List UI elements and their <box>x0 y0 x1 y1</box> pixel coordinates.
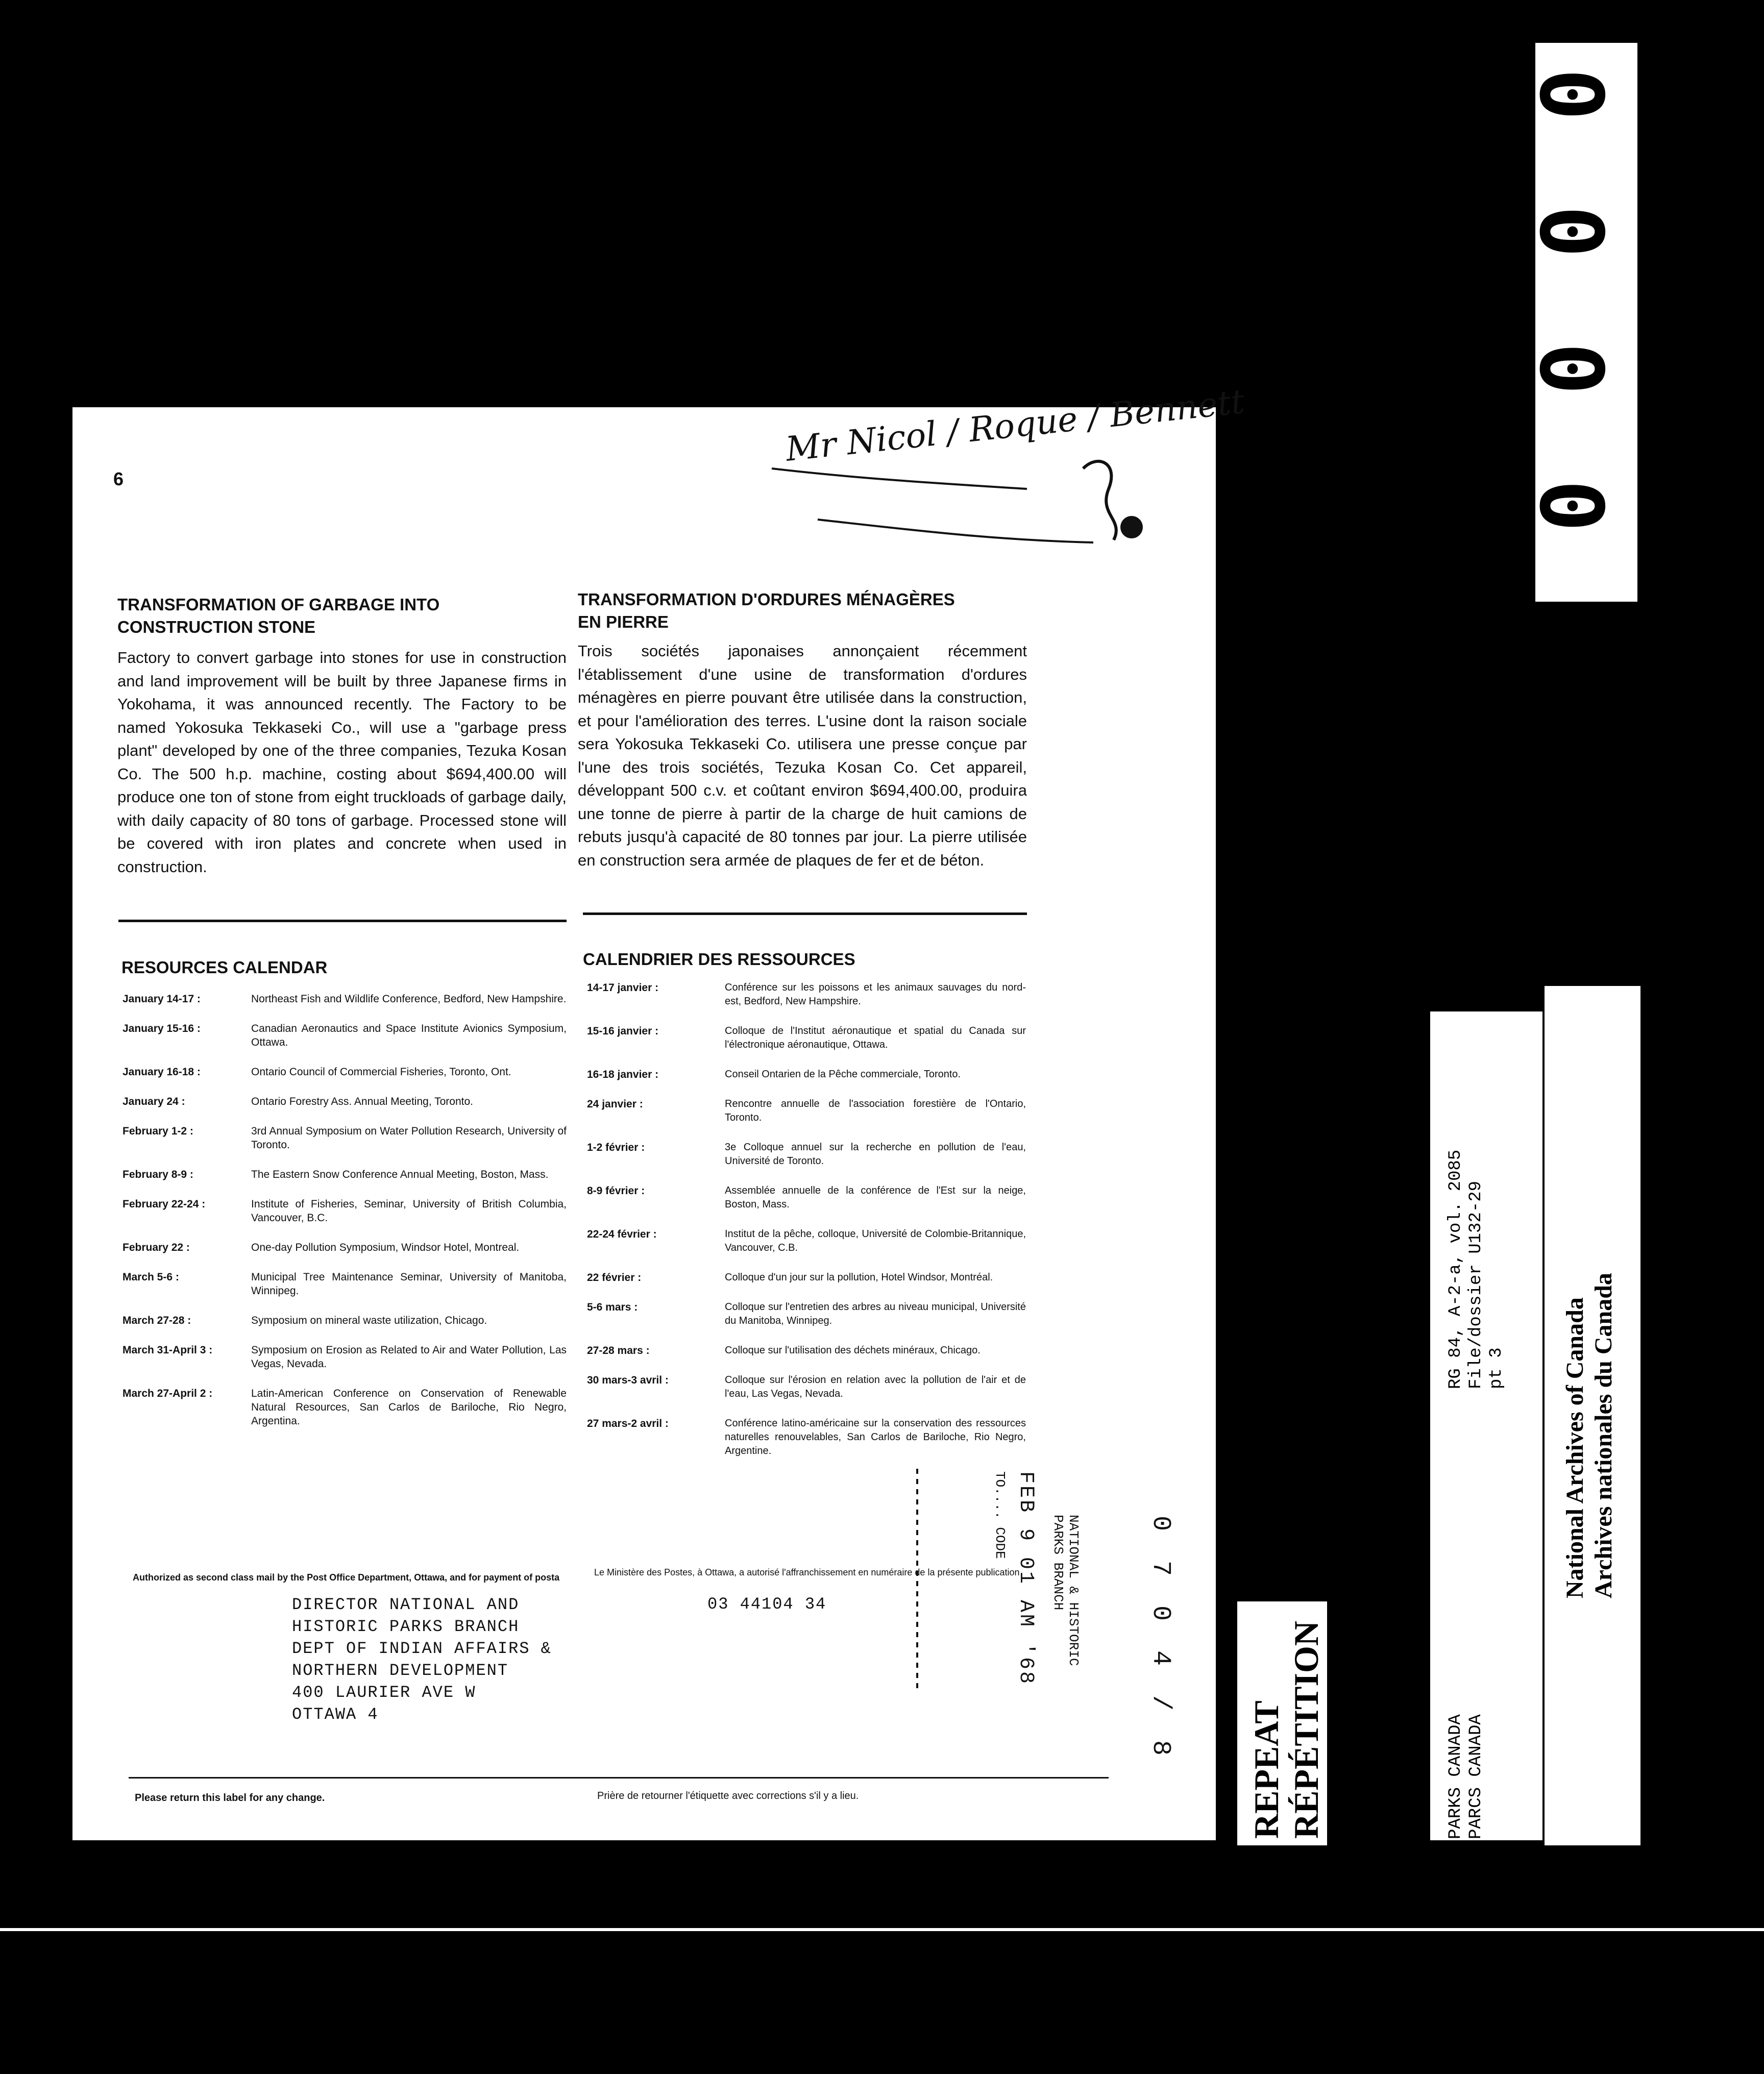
calendar-event <box>587 1271 1026 1285</box>
event-date: 8-9 février : <box>587 1185 645 1197</box>
event-date: January 14-17 : <box>122 993 201 1005</box>
address-line: OTTAWA 4 <box>292 1705 379 1724</box>
dashed-line <box>910 1469 925 1693</box>
handwriting-text: Mr Nicol / Roque / Bennett <box>783 381 1246 469</box>
event-date: 27 mars-2 avril : <box>587 1418 669 1429</box>
address-line: DIRECTOR NATIONAL AND <box>292 1595 520 1614</box>
film-edge-line <box>0 1928 1764 1931</box>
event-date: 22-24 février : <box>587 1228 657 1240</box>
event-date: 30 mars-3 avril : <box>587 1374 669 1386</box>
calendar-event <box>122 1168 567 1181</box>
event-description: Northeast Fish and Wildlife Conference, Bedford, New Hampshire. <box>251 993 567 1005</box>
file-number-stamp: 0 7 0 4 / 8 <box>1146 1516 1175 1763</box>
event-date: March 27-April 2 : <box>122 1388 213 1399</box>
event-description: Institut de la pêche, colloque, Université de Colombie-Britannique, Vancouver, C.B. <box>725 1228 1026 1253</box>
received-stamp: FEB 9 01 AM '68 <box>1014 1471 1037 1686</box>
calendar-title-en: RESOURCES CALENDAR <box>121 958 328 977</box>
event-date: March 5-6 : <box>122 1271 179 1283</box>
calendar-list-en <box>122 992 567 1444</box>
address-line: NORTHERN DEVELOPMENT <box>292 1661 509 1680</box>
event-description: Conférence sur les poissons et les animaux sauvages du nord-est, Bedford, New Hampshire. <box>725 982 1026 1007</box>
calendar-event <box>587 1184 1026 1212</box>
archive-reference: RG 84, A-2-a, vol. 2085 File/dossier U132-29 pt 3 <box>1446 1149 1506 1389</box>
mailing-address <box>292 1594 552 1725</box>
authorized-notice-en: Authorized as second class mail by the Post Office Department, Ottawa, and for payment of posta <box>133 1572 560 1583</box>
event-date: February 22-24 : <box>122 1198 206 1210</box>
address-line: HISTORIC PARKS BRANCH <box>292 1617 520 1636</box>
event-description: Ontario Council of Commercial Fisheries, Toronto, Ont. <box>251 1066 511 1078</box>
calendar-event <box>122 1124 567 1152</box>
calendar-event <box>587 1227 1026 1255</box>
calendar-event <box>587 1373 1026 1401</box>
calendar-event <box>122 1065 567 1079</box>
branch-stamp: NATIONAL & HISTORIC PARKS BRANCH <box>1050 1515 1081 1666</box>
calendar-event <box>587 981 1026 1008</box>
calendar-event <box>122 1197 567 1225</box>
event-description: Colloque d'un jour sur la pollution, Hotel Windsor, Montréal. <box>725 1272 993 1283</box>
event-description: 3rd Annual Symposium on Water Pollution Research, University of Toronto. <box>251 1125 567 1151</box>
calendar-event <box>122 1241 567 1254</box>
calendar-event <box>587 1097 1026 1125</box>
event-date: 1-2 février : <box>587 1142 645 1153</box>
calendar-event <box>587 1417 1026 1458</box>
event-description: Ontario Forestry Ass. Annual Meeting, Toronto. <box>251 1096 474 1107</box>
event-description: Conférence latino-américaine sur la conservation des ressources naturelles renouvelables, San Carlos de Bariloche, Rio Negro, Argentine. <box>725 1418 1026 1456</box>
to-code-stamp: TO.... CODE <box>992 1471 1008 1559</box>
event-description: The Eastern Snow Conference Annual Meeting, Boston, Mass. <box>251 1169 549 1180</box>
calendar-event <box>587 1024 1026 1052</box>
calendar-event <box>587 1141 1026 1168</box>
event-date: February 8-9 : <box>122 1169 193 1180</box>
repeat-text: REPEAT RÉPÉTITION <box>1247 1621 1326 1839</box>
event-description: Colloque sur l'utilisation des déchets minéraux, Chicago. <box>725 1345 981 1356</box>
divider-bottom <box>129 1777 1109 1779</box>
event-date: January 16-18 : <box>122 1066 201 1078</box>
event-description: Symposium on mineral waste utilization, Chicago. <box>251 1315 487 1326</box>
parks-label: PARKS CANADA PARCS CANADA <box>1446 1714 1486 1839</box>
calendar-event <box>122 1387 567 1428</box>
event-description: Rencontre annuelle de l'association forestière de l'Ontario, Toronto. <box>725 1098 1026 1123</box>
event-date: 15-16 janvier : <box>587 1025 659 1037</box>
event-date: February 1-2 : <box>122 1125 193 1137</box>
article-body-fr: Trois sociétés japonaises annonçaient récemment l'établissement d'une usine de transformation d'ordures ménagères en pierre pouvant être utilisée dans la construction, et pour l'amélioration des terres. L'usine dont la raison sociale sera Yokosuka Tekkaseki Co. utilisera une presse conçue par l'une des trois sociétés, Tezuka Kosan Co. Cet appareil, développant 500 c.v. et coûtant environ $694,400.00, produira une tonne de pierre à partir de la charge de huit camions de rebuts jusqu'à capacité de 80 tonnes par jour. La pierre utilisée en construction sera armée de plaques de fer et de béton. <box>578 642 1027 869</box>
article-body-en: Factory to convert garbage into stones for use in construction and land improvement will be built by three Japanese firms in Yokohama, it was announced recently. The Factory to be named Yokosuka Tekkaseki Co., will use a "garbage press plant" developed by one of the three companies, Tezuka Kosan Co. The 500 h.p. machine, costing about $694,400.00 will produce one ton of stone from eight truckloads of garbage daily, with daily capacity of 80 tons of garbage. Processed stone will be covered with iron plates and concrete when used in construction. <box>117 649 567 876</box>
event-description: Symposium on Erosion as Related to Air and Water Pollution, Las Vegas, Nevada. <box>251 1344 567 1370</box>
calendar-event <box>587 1300 1026 1328</box>
calendar-event <box>122 1314 567 1327</box>
calendar-event <box>587 1068 1026 1081</box>
event-description: One-day Pollution Symposium, Windsor Hotel, Montreal. <box>251 1242 520 1253</box>
event-description: Institute of Fisheries, Seminar, University of British Columbia, Vancouver, B.C. <box>251 1198 567 1224</box>
address-line: 400 LAURIER AVE W <box>292 1683 476 1702</box>
handwritten-annotation <box>705 381 1246 555</box>
event-date: 22 février : <box>587 1272 642 1283</box>
event-date: 16-18 janvier : <box>587 1069 659 1080</box>
event-date: 27-28 mars : <box>587 1345 650 1356</box>
calendar-list-fr <box>587 981 1026 1474</box>
event-description: Colloque sur l'entretien des arbres au niveau municipal, Université du Manitoba, Winnipeg. <box>725 1301 1026 1326</box>
return-notice-en: Please return this label for any change. <box>135 1792 325 1804</box>
frame-number-strip <box>1520 41 1639 823</box>
event-date: January 15-16 : <box>122 1023 201 1034</box>
calendar-event <box>122 1095 567 1108</box>
national-archives-label <box>1545 986 1640 1845</box>
event-date: 24 janvier : <box>587 1098 643 1110</box>
divider-fr <box>583 912 1027 915</box>
event-description: Conseil Ontarien de la Pêche commerciale, Toronto. <box>725 1069 961 1080</box>
event-description: Colloque de l'Institut aéronautique et spatial du Canada sur l'électronique aéronautique, Ottawa. <box>725 1025 1026 1050</box>
divider-en <box>118 920 567 922</box>
event-date: February 22 : <box>122 1242 190 1253</box>
event-description: 3e Colloque annuel sur la recherche en pollution de l'eau, Université de Toronto. <box>725 1142 1026 1167</box>
article-title-fr: TRANSFORMATION D'ORDURES MÉNAGÈRES EN PIERRE <box>578 590 955 631</box>
return-notice-fr: Prière de retourner l'étiquette avec corrections s'il y a lieu. <box>597 1790 859 1801</box>
account-number: 03 44104 34 <box>707 1595 827 1614</box>
event-date: March 31-April 3 : <box>122 1344 213 1356</box>
address-line: DEPT OF INDIAN AFFAIRS & <box>292 1639 552 1658</box>
calendar-title-fr: CALENDRIER DES RESSOURCES <box>583 950 855 969</box>
repeat-label <box>1237 1601 1327 1845</box>
event-description: Latin-American Conference on Conservation of Renewable Natural Resources, San Carlos de Bariloche, Rio Negro, Argentina. <box>251 1388 567 1427</box>
archives-name: National Archives of Canada Archives nationales du Canada <box>1561 1273 1617 1598</box>
event-description: Canadian Aeronautics and Space Institute Avionics Symposium, Ottawa. <box>251 1023 567 1048</box>
article-title-en: TRANSFORMATION OF GARBAGE INTO CONSTRUCTION STONE <box>117 595 440 636</box>
event-description: Colloque sur l'érosion en relation avec la pollution de l'air et de l'eau, Las Vegas, Nevada. <box>725 1374 1026 1399</box>
event-date: January 24 : <box>122 1096 185 1107</box>
document-page <box>72 381 1246 1840</box>
event-date: 5-6 mars : <box>587 1301 638 1313</box>
archive-reference-label <box>1430 1011 1542 1840</box>
event-description: Assemblée annuelle de la conférence de l'Est sur la neige, Boston, Mass. <box>725 1185 1026 1210</box>
event-description: Municipal Tree Maintenance Seminar, University of Manitoba, Winnipeg. <box>251 1271 567 1297</box>
event-date: 14-17 janvier : <box>587 982 659 994</box>
calendar-event <box>122 1270 567 1298</box>
frame-number: 0 0 0 0 2 9 <box>1520 68 1621 823</box>
calendar-event <box>122 992 567 1006</box>
calendar-event <box>587 1344 1026 1357</box>
authorized-notice-fr: Le Ministère des Postes, à Ottawa, a autorisé l'affranchissement en numéraire de la présente publication <box>594 1567 1020 1577</box>
calendar-event <box>122 1022 567 1049</box>
calendar-event <box>122 1343 567 1371</box>
page-number: 6 <box>113 468 124 489</box>
event-date: March 27-28 : <box>122 1315 191 1326</box>
